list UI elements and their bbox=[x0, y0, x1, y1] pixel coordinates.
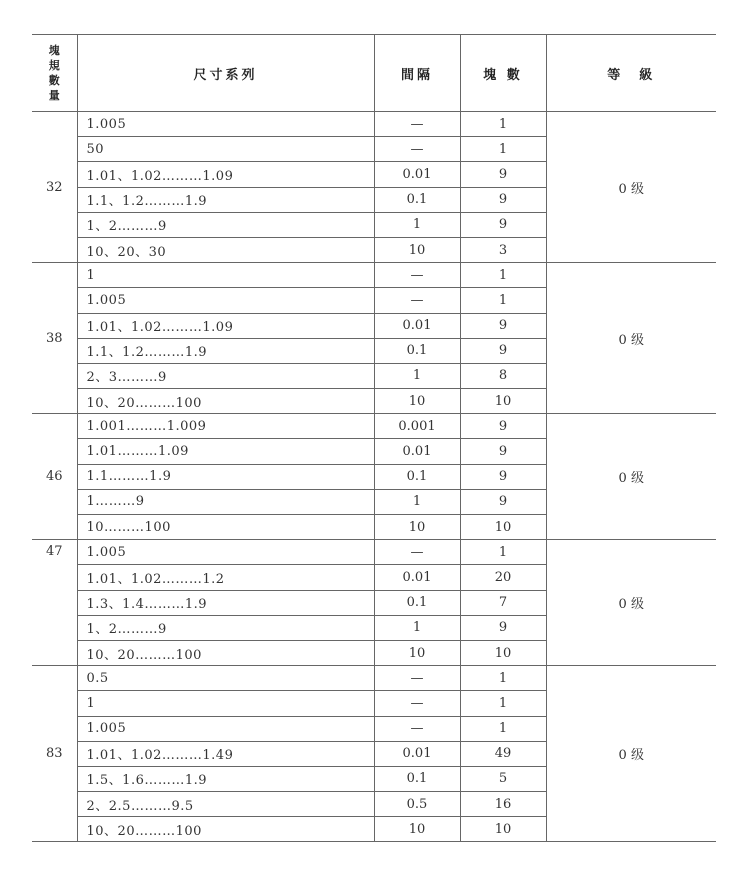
size-series-cell: 50 bbox=[77, 137, 374, 162]
interval-cell: 0.5 bbox=[374, 792, 460, 817]
count-cell: 10 bbox=[460, 640, 546, 665]
interval-cell: 0.01 bbox=[374, 741, 460, 766]
table-row bbox=[32, 112, 716, 137]
count-cell: 9 bbox=[460, 212, 546, 237]
size-series-cell: 1.005 bbox=[77, 716, 374, 741]
set-count-cell: 38 bbox=[32, 263, 77, 414]
interval-cell: 10 bbox=[374, 817, 460, 842]
header-sets-char: 數 bbox=[48, 74, 60, 87]
count-cell: 5 bbox=[460, 766, 546, 791]
header-row bbox=[32, 35, 716, 112]
table-row bbox=[32, 414, 716, 439]
header-grade: 等 級 bbox=[546, 35, 716, 112]
gauge-block-table bbox=[32, 34, 716, 842]
size-series-cell: 1.01、1.02………1.2 bbox=[77, 565, 374, 590]
count-cell: 7 bbox=[460, 590, 546, 615]
set-count-cell: 46 bbox=[32, 414, 77, 540]
count-cell: 9 bbox=[460, 439, 546, 464]
size-series-cell: 10………100 bbox=[77, 515, 374, 540]
count-cell: 1 bbox=[460, 716, 546, 741]
size-series-cell: 1.01………1.09 bbox=[77, 439, 374, 464]
size-series-cell: 1.3、1.4………1.9 bbox=[77, 590, 374, 615]
size-series-cell: 10、20………100 bbox=[77, 640, 374, 665]
interval-cell: 0.01 bbox=[374, 162, 460, 187]
interval-cell: — bbox=[374, 666, 460, 691]
size-series-cell: 1 bbox=[77, 691, 374, 716]
interval-cell: 0.1 bbox=[374, 590, 460, 615]
interval-cell: 10 bbox=[374, 515, 460, 540]
grade-cell: 0 级 bbox=[546, 112, 716, 263]
count-cell: 9 bbox=[460, 615, 546, 640]
count-cell: 9 bbox=[460, 489, 546, 514]
interval-cell: 10 bbox=[374, 389, 460, 414]
table-row bbox=[32, 666, 716, 691]
interval-cell: — bbox=[374, 540, 460, 565]
grade-cell: 0 级 bbox=[546, 414, 716, 540]
header-sets-char: 塊 bbox=[48, 44, 60, 57]
count-cell: 1 bbox=[460, 112, 546, 137]
table-body bbox=[32, 112, 716, 842]
size-series-cell: 1.1………1.9 bbox=[77, 464, 374, 489]
count-cell: 16 bbox=[460, 792, 546, 817]
count-cell: 1 bbox=[460, 540, 546, 565]
size-series-cell: 1.005 bbox=[77, 112, 374, 137]
count-cell: 9 bbox=[460, 187, 546, 212]
set-count-cell: 47 bbox=[32, 540, 77, 666]
interval-cell: — bbox=[374, 263, 460, 288]
interval-cell: — bbox=[374, 716, 460, 741]
table-header bbox=[32, 35, 716, 112]
size-series-cell: 1.01、1.02………1.09 bbox=[77, 162, 374, 187]
size-series-cell: 1、2………9 bbox=[77, 212, 374, 237]
size-series-cell: 1.5、1.6………1.9 bbox=[77, 766, 374, 791]
count-cell: 10 bbox=[460, 515, 546, 540]
interval-cell: 0.01 bbox=[374, 439, 460, 464]
set-count-cell: 83 bbox=[32, 666, 77, 842]
interval-cell: 1 bbox=[374, 489, 460, 514]
size-series-cell: 10、20、30 bbox=[77, 237, 374, 262]
interval-cell: 0.001 bbox=[374, 414, 460, 439]
header-sets-char: 量 bbox=[48, 89, 60, 102]
interval-cell: 10 bbox=[374, 640, 460, 665]
size-series-cell: 1.1、1.2………1.9 bbox=[77, 338, 374, 363]
count-cell: 9 bbox=[460, 162, 546, 187]
count-cell: 1 bbox=[460, 666, 546, 691]
set-count-cell: 32 bbox=[32, 112, 77, 263]
size-series-cell: 1.001………1.009 bbox=[77, 414, 374, 439]
count-cell: 1 bbox=[460, 137, 546, 162]
count-cell: 3 bbox=[460, 237, 546, 262]
table-row bbox=[32, 540, 716, 565]
grade-cell: 0 级 bbox=[546, 263, 716, 414]
size-series-cell: 10、20………100 bbox=[77, 389, 374, 414]
count-cell: 9 bbox=[460, 414, 546, 439]
header-interval: 間隔 bbox=[374, 35, 460, 112]
count-cell: 49 bbox=[460, 741, 546, 766]
size-series-cell: 1、2………9 bbox=[77, 615, 374, 640]
header-sets bbox=[32, 35, 77, 112]
header-size-series: 尺寸系列 bbox=[77, 35, 374, 112]
grade-cell: 0 级 bbox=[546, 666, 716, 842]
size-series-cell: 2、2.5………9.5 bbox=[77, 792, 374, 817]
count-cell: 9 bbox=[460, 338, 546, 363]
interval-cell: 0.1 bbox=[374, 338, 460, 363]
interval-cell: 1 bbox=[374, 615, 460, 640]
size-series-cell: 1………9 bbox=[77, 489, 374, 514]
size-series-cell: 1.01、1.02………1.09 bbox=[77, 313, 374, 338]
interval-cell: 0.01 bbox=[374, 565, 460, 590]
interval-cell: 0.1 bbox=[374, 766, 460, 791]
size-series-cell: 2、3………9 bbox=[77, 363, 374, 388]
interval-cell: 1 bbox=[374, 212, 460, 237]
interval-cell: 1 bbox=[374, 363, 460, 388]
count-cell: 1 bbox=[460, 288, 546, 313]
count-cell: 10 bbox=[460, 389, 546, 414]
count-cell: 10 bbox=[460, 817, 546, 842]
count-cell: 1 bbox=[460, 691, 546, 716]
size-series-cell: 1.005 bbox=[77, 288, 374, 313]
grade-cell: 0 级 bbox=[546, 540, 716, 666]
interval-cell: — bbox=[374, 137, 460, 162]
table-row bbox=[32, 263, 716, 288]
size-series-cell: 1.005 bbox=[77, 540, 374, 565]
interval-cell: — bbox=[374, 288, 460, 313]
count-cell: 9 bbox=[460, 464, 546, 489]
size-series-cell: 10、20………100 bbox=[77, 817, 374, 842]
size-series-cell: 1.1、1.2………1.9 bbox=[77, 187, 374, 212]
interval-cell: 0.01 bbox=[374, 313, 460, 338]
interval-cell: — bbox=[374, 691, 460, 716]
size-series-cell: 0.5 bbox=[77, 666, 374, 691]
size-series-cell: 1 bbox=[77, 263, 374, 288]
count-cell: 9 bbox=[460, 313, 546, 338]
header-sets-char: 規 bbox=[48, 59, 60, 72]
count-cell: 1 bbox=[460, 263, 546, 288]
interval-cell: 10 bbox=[374, 237, 460, 262]
interval-cell: 0.1 bbox=[374, 464, 460, 489]
count-cell: 20 bbox=[460, 565, 546, 590]
header-count: 塊 數 bbox=[460, 35, 546, 112]
count-cell: 8 bbox=[460, 363, 546, 388]
interval-cell: — bbox=[374, 112, 460, 137]
size-series-cell: 1.01、1.02………1.49 bbox=[77, 741, 374, 766]
interval-cell: 0.1 bbox=[374, 187, 460, 212]
